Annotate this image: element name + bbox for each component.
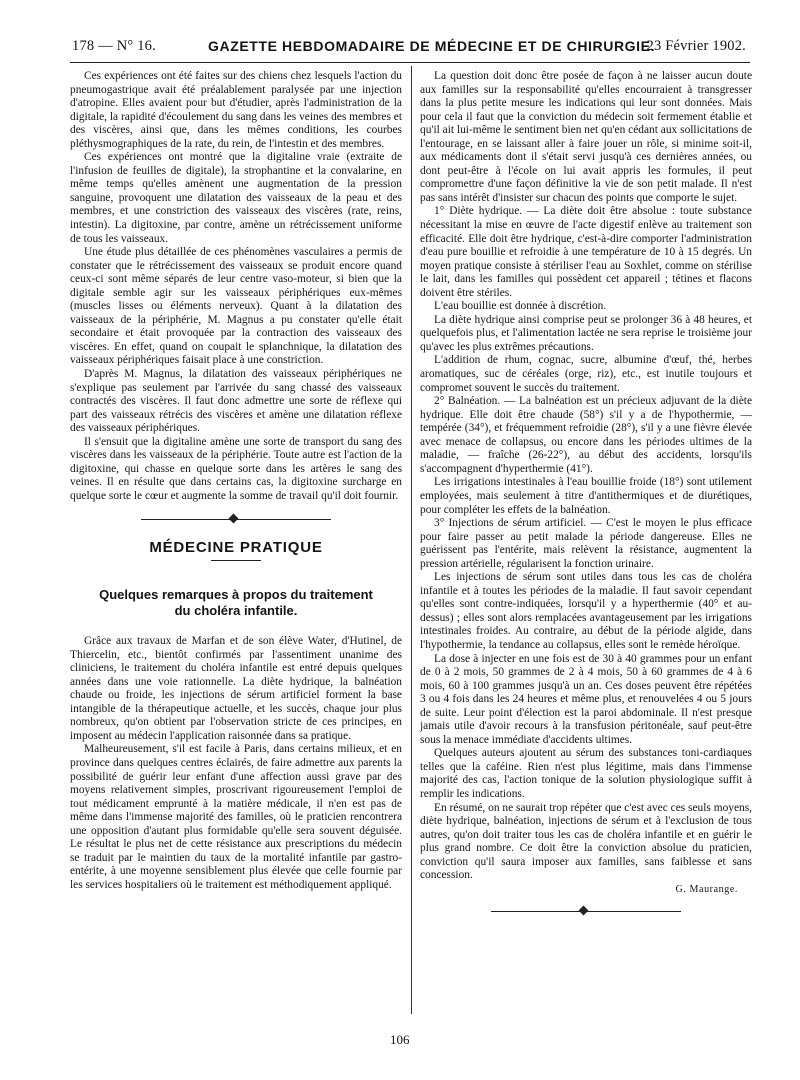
folio-number: 106 [390,1032,410,1047]
article-title [70,587,402,619]
paragraph: Ces expériences ont montré que la digitaline vraie (extraite de l'infusion de feuilles de digitale), la strophantine et la convalarine, en même temps qu'elles amènent une augmentation de la pression sanguine, provoquent une dilatation des vaisseaux de la peau et des membres, et une constriction des vaisseaux des viscères (rate, reins, intestin). La digitoxine, par contre, amène un rétrécissement uniforme de tous les vaisseaux. [70,151,402,245]
paragraph: La diète hydrique ainsi comprise peut se prolonger 36 à 48 heures, et quelquefois plus, et l'alimentation lactée ne sera reprise le troisième jour qu'avec les plus extrêmes précautions. [420,313,752,353]
paragraph: Il s'ensuit que la digitaline amène une sorte de transport du sang des viscères dans les vaisseaux de la périphérie. Toute autre est l'action de la digitoxine, qui chasse en quelque sorte dans les artères le sang des veines. Il en résulte que dans certains cas, la digitoxine surcharge en quelque sorte le cœur et augmente la somme de travail qu'il doit fournir. [70,435,402,502]
author-signature: G. Maurange. [675,883,738,895]
journal-title: GAZETTE HEBDOMADAIRE DE MÉDECINE ET DE CHIRURGIE. [208,38,656,54]
paragraph: D'après M. Magnus, la dilatation des vaisseaux périphériques ne s'explique pas seulement par l'arrivée du sang chassé des vaisseaux contractés des viscères. Il faut donc admettre une sorte de réflexe qui part des vaisseaux rétrécis des viscères et amène une dilatation réflexe des vaisseaux périphériques. [70,368,402,435]
paragraph: 2° Balnéation. — La balnéation est un précieux adjuvant de la diète hydrique. Elle doit être chaude (58°) s'il y a de l'hypothermie, — tempérée (34°), et fréquemment refroidie (28°), s'il y a une fièvre élevée avec menace de collapsus, ou encore dans les périodes ultimes de la maladie, — fraîche (26-22°), au début des accidents, lorsqu'ils s'accompagnent d'hyperthermie (41°). [420,395,752,475]
paragraph: Grâce aux travaux de Marfan et de son élève Water, d'Hutinel, de Thiercelin, etc., bientôt confirmés par l'assentiment unanime des cliniciens, le traitement du choléra infantile est entré depuis quelques années dans une voie rationnelle. La diète hydrique, la balnéation chaude ou froide, les injections de sérum artificiel forment la base intangible de la thérapeutique actuelle, et les succès, chaque jour plus nombreux, qu'on obtient par l'observation stricte de ces principes, en imposent au médecin l'application raisonnée dans sa pratique. [70,635,402,742]
paragraph: L'addition de rhum, cognac, sucre, albumine d'œuf, thé, herbes aromatiques, suc de céréales (orge, riz), etc., est inutile toujours et compromet souvent le succès du traitement. [420,354,752,394]
paragraph: Malheureusement, s'il est facile à Paris, dans certains milieux, et en province dans quelques centres éclairés, de faire admettre aux parents la possibilité de guérir leur enfant d'une affection aussi grave par des moyens relativement simples, proscrivant rigoureusement l'emploi de tout médicament emprunté à la matière médicale, il n'en est pas de même dans l'immense majorité des familles, où le praticien rencontrera une opposition d'autant plus formidable qu'elle sera souvent déguisée. Le résultat le plus net de cette résistance aux prescriptions du médecin se traduit par le maintien du taux de la mortalité infantile par gastro-entérite, à une moyenne sensiblement plus élevée que celle fournie par les services hospitaliers où le traitement est méthodiquement appliqué. [70,743,402,891]
paragraph: Ces expériences ont été faites sur des chiens chez lesquels l'action du pneumogastrique avait été préalablement paralysée par une injection d'atropine. Elles avaient pour but d'étudier, après l'administration de la digitale, la rapidité d'écoulement du sang dans les veines des membres et des viscères, ainsi que, dans les mêmes conditions, les courbes pléthysmographiques de la rate, du rein, de l'intestin et des membres. [70,70,402,150]
paragraph: La question doit donc être posée de façon à ne laisser aucun doute aux familles sur la responsabilité qu'elles encourraient à transgresser dans la plus petite mesure les indications qui leur sont données. Mais pour cela il faut que la conviction du médecin soit fermement établie et qu'il ait lui-même le sentiment bien net qu'en cédant aux sollicitations de l'entourage, en se laissant aller à faire jouer un rôle, si minime soit-il, aux médicaments dont il s'était servi jusqu'à ces dernières années, ou dont peut-être à l'école on lui avait appris les formules, il peut compromettre d'une façon définitive la vie de son petit malade. Il n'est pas sans intérêt d'insister sur chacun des points que comporte le sujet. [420,70,752,204]
right-column [420,70,752,933]
paragraph: Une étude plus détaillée de ces phénomènes vasculaires a permis de constater que le rétrécissement des vaisseaux se produit encore quand ceux-ci sont même séparés de leur centre vaso-moteur, si bien que la digitale semble agir sur les vaisseaux périphériques eux-mêmes (muscles lisses ou éléments nerveux). Quant à la dilatation des vaisseaux de la périphérie, M. Magnus a pu constater qu'elle était secondaire et était provoquée par la contraction des vaisseaux des viscères. En effet, quand on coupait le splanchnique, la dilatation des vaisseaux périphériques faisait place à une constriction. [70,246,402,367]
paragraph: Les irrigations intestinales à l'eau bouillie froide (18°) sont utilement employées, mais seulement à titre d'antithermiques et de diurétiques, pour compléter les effets de la balnéation. [420,476,752,516]
ornamental-divider [141,513,331,527]
section-title: MÉDECINE PRATIQUE [149,538,323,556]
header-rule [70,62,750,63]
title-rule [211,560,261,561]
column-separator [411,66,412,1014]
paragraph: En résumé, on ne saurait trop répéter que c'est avec ces seuls moyens, diète hydrique, balnéation, injections de sérum et à l'exclusion de tous autres, qu'on doit traiter tous les cas de choléra infantile et en guérir le plus grand nombre. Ce doit être la conviction absolue du praticien, conviction qu'il saura imposer aux familles, sans faiblesse et sans concession. [420,801,752,882]
article-title-line: du choléra infantile. [174,603,298,619]
paragraph: Quelques auteurs ajoutent au sérum des substances toni-cardiaques telles que la caféine. Rien n'est plus légitime, mais dans l'immense majorité des cas, l'action tonique de la solution physiologique suffit à remplir les indications. [420,747,752,800]
article-title-line: Quelques remarques à propos du traitement [99,587,373,603]
running-header [70,38,750,60]
paragraph: 3° Injections de sérum artificiel. — C'est le moyen le plus efficace pour faire passer au petit malade la période dangereuse. Elles ne guérissent pas l'entérite, mais relèvent la résistance, augmentent la pression artérielle, régularisent la fonction urinaire. [420,517,752,570]
page-number: 178 — N° 16. [72,38,156,54]
left-column [70,70,402,892]
paragraph: La dose à injecter en une fois est de 30 à 40 grammes pour un enfant de 0 à 2 mois, 50 grammes de 2 à 4 mois, 50 à 60 grammes de 4 à 6 mois, 60 à 100 grammes jusqu'à un an. Ces doses peuvent être répétées 3 ou 4 fois dans les 24 heures et même plus, et renouvelées 4 ou 5 jours de suite. Leur point d'élection est la paroi abdominale. Il n'est presque jamais utile d'avoir recours à la transfusion péritonéale, sauf peut-être sous la menace immédiate d'accidents ultimes. [420,652,752,746]
paragraph: 1° Diète hydrique. — La diète doit être absolue : toute substance nécessitant la mise en œuvre de l'acte digestif enlève au traitement son efficacité. Elle doit être hydrique, c'est-à-dire comporter l'administration d'eau pure bouillie et refroidie à une température de 10 à 15 degrés. Un moyen pratique consiste à stériliser l'eau au Soxhlet, comme on stérilise le lait, dans les familles qui possèdent cet appareil ; tétines et flacons doivent être stériles. [420,205,752,299]
paragraph: Les injections de sérum sont utiles dans tous les cas de choléra infantile et à toutes les périodes de la maladie. Il faut savoir cependant qu'elles sont contre-indiquées, lorsqu'il y a hyperthermie (40° et au-dessus) ; elles sont alors remplacées avantageusement par les irrigations intestinales froides. Au contraire, au début de la période algide, dans l'hypothermie, la tendance au collapsus, elles sont le remède héroïque. [420,571,752,651]
ornamental-divider [491,905,681,919]
issue-date: 23 Février 1902. [646,38,746,54]
paragraph: L'eau bouillie est donnée à discrétion. [434,300,607,313]
